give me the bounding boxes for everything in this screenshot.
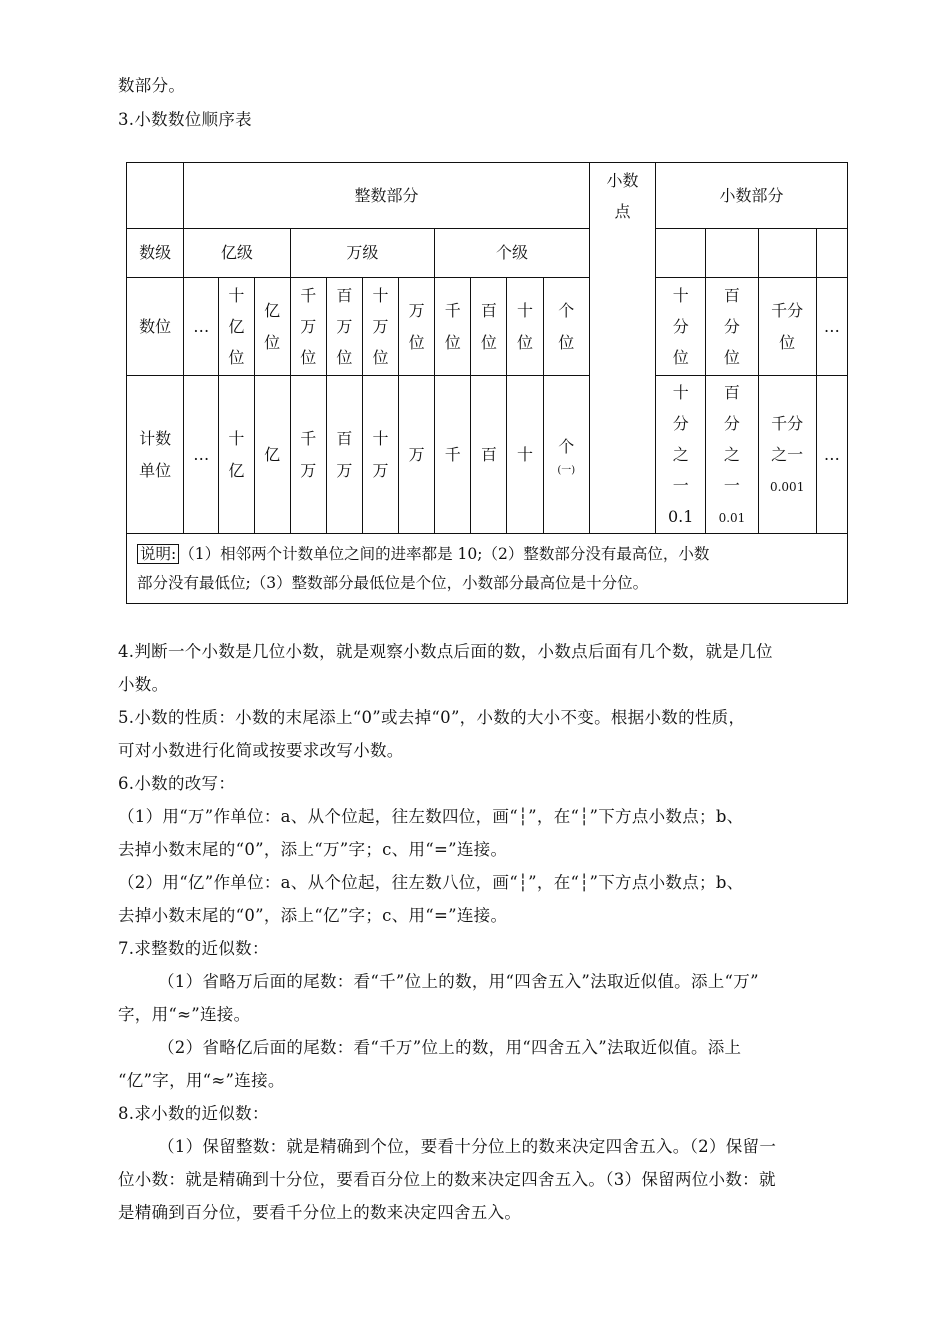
integer-part-header: 整数部分 [184,163,590,229]
level-yi: 亿级 [184,229,290,278]
place-baiwan: 百万位 [326,278,362,376]
decimal-level-cell [656,229,706,278]
level-ge: 个级 [435,229,590,278]
unit-yi: 亿 [254,376,290,534]
text-line: 去掉小数末尾的“0”，添上“亿”字；c、用“=”连接。 [118,906,508,925]
unit-baifen-value: 0.01 [718,511,746,526]
text-line: 数部分。 [118,76,186,95]
place-baifen: 百分位 [706,278,758,376]
text-line: （2）省略亿后面的尾数：看“千万”位上的数，用“四舍五入”法取近似值。添上 [158,1038,742,1057]
place-shifen: 十分位 [656,278,706,376]
unit-qian: 千 [435,376,471,534]
unit-baiwan: 百万 [326,376,362,534]
row-label-level: 数级 [127,229,184,278]
section-heading: 3.小数数位顺序表 [118,110,252,129]
text-line: 4.判断一个小数是几位小数，就是观察小数点后面的数，小数点后面有几个数，就是几位 [118,642,773,661]
section-heading: 7.求整数的近似数： [118,939,269,958]
text-line: （1）保留整数：就是精确到个位，要看十分位上的数来决定四舍五入。（2）保留一 [158,1137,777,1156]
unit-shifen: 十分之一 0.1 [656,376,706,534]
text-line: 去掉小数末尾的“0”，添上“万”字；c、用“=”连接。 [118,840,508,859]
place-qian: 千位 [435,278,471,376]
unit-shifen-value: 0.1 [668,507,694,527]
section-heading: 8.求小数的近似数： [118,1104,269,1123]
text-line: 字，用“≈”连接。 [118,1005,251,1024]
text-line: 位小数：就是精确到十分位，要看百分位上的数来决定四舍五入。（3）保留两位小数：就 [118,1170,776,1189]
decimal-part-header: 小数部分 [656,163,848,229]
text-line: 是精确到百分位，要看千分位上的数来决定四舍五入。 [118,1203,522,1222]
unit-wan: 万 [399,376,435,534]
text-line: 5.小数的性质：小数的末尾添上“0”或去掉“0”，小数的大小不变。根据小数的性质， [118,708,746,727]
place-qianwan: 千万位 [290,278,326,376]
unit-shi: 十 [507,376,543,534]
text-line: （1）用“万”作单位：a、从个位起，往左数四位，画“┆”，在“┆”下方点小数点；b、 [118,807,744,826]
ellipsis: … [184,376,219,534]
place-bai: 百位 [471,278,507,376]
note-text: 部分没有最低位;（3）整数部分最低位是个位，小数部分最高位是十分位。 [137,573,649,592]
unit-bai: 百 [471,376,507,534]
decimal-place-table [126,162,848,604]
text-line: 小数。 [118,675,169,694]
level-wan: 万级 [290,229,435,278]
decimal-point-header: 小数点 [589,163,655,534]
decimal-level-cell [758,229,816,278]
text-line: （2）用“亿”作单位：a、从个位起，往左数八位，画“┆”，在“┆”下方点小数点；b、 [118,873,744,892]
corner-cell [127,163,184,229]
decimal-level-cell [706,229,758,278]
ellipsis: … [816,376,847,534]
ellipsis: … [816,278,847,376]
unit-qianfen-value: 0.001 [769,480,805,495]
ellipsis: … [184,278,219,376]
section-heading: 6.小数的改写： [118,774,236,793]
place-qianfen: 千分位 [758,278,816,376]
row-label-place: 数位 [127,278,184,376]
place-yi: 亿位 [254,278,290,376]
unit-shiwan: 十万 [362,376,398,534]
unit-shiyi: 十亿 [219,376,254,534]
place-ge: 个位 [543,278,589,376]
table-note [127,534,848,604]
text-line: “亿”字，用“≈”连接。 [118,1071,285,1090]
row-label-unit: 计数单位 [127,376,184,534]
unit-ge-note: (一) [557,465,576,477]
unit-qianfen: 千分之一 0.001 [758,376,816,534]
unit-ge: 个 (一) [543,376,589,534]
text-line: （1）省略万后面的尾数：看“千”位上的数，用“四舍五入”法取近似值。添上“万” [158,972,759,991]
note-label: 说明: [137,544,179,564]
place-shiyi: 十亿位 [219,278,254,376]
note-text: （1）相邻两个计数单位之间的进率都是 10;（2）整数部分没有最高位，小数 [179,545,710,563]
place-shiwan: 十万位 [362,278,398,376]
place-shi: 十位 [507,278,543,376]
place-wan: 万位 [399,278,435,376]
text-line: 可对小数进行化简或按要求改写小数。 [118,741,404,760]
unit-qianwan: 千万 [290,376,326,534]
unit-baifen: 百分之一 0.01 [706,376,758,534]
decimal-level-cell [816,229,847,278]
